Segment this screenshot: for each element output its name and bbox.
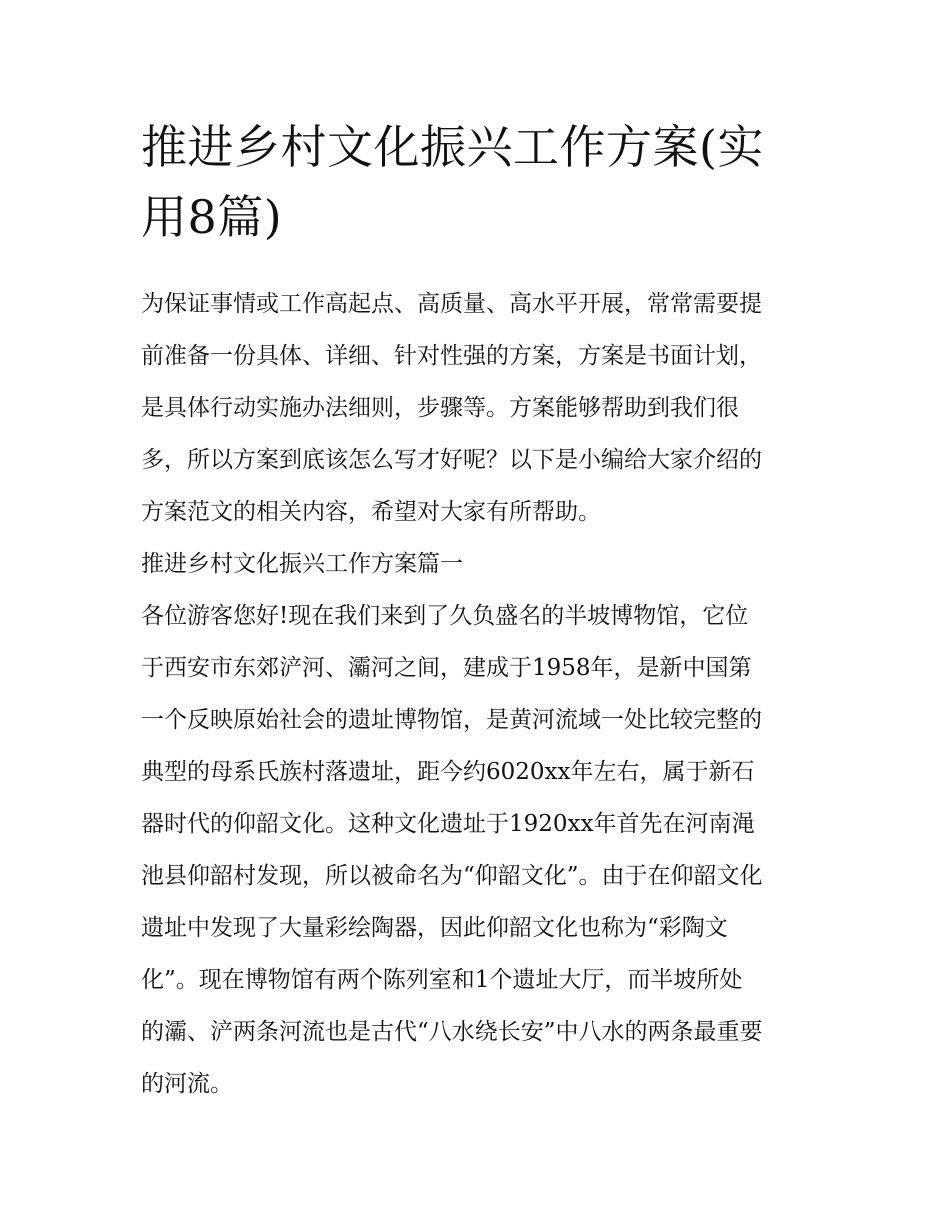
body-line: 典型的母系氏族村落遗址，距今约6020xx年左右，属于新石	[141, 759, 755, 785]
intro-line: 多，所以方案到底该怎么写才好呢？以下是小编给大家介绍的	[141, 447, 762, 473]
intro-paragraph	[141, 278, 816, 538]
body-paragraph	[141, 590, 816, 1110]
body-line: 于西安市东郊浐河、灞河之间，建成于1958年，是新中国第	[141, 655, 752, 681]
body-line: 一个反映原始社会的遗址博物馆，是黄河流域一处比较完整的	[141, 707, 762, 733]
section-heading	[141, 538, 816, 590]
document-title	[141, 112, 816, 252]
title-line: 用8篇)	[141, 190, 283, 244]
intro-line: 方案范文的相关内容，希望对大家有所帮助。	[141, 499, 601, 525]
body-line: 器时代的仰韶文化。这种文化遗址于1920xx年首先在河南渑	[141, 811, 755, 837]
body-line: 池县仰韶村发现，所以被命名为“仰韶文化”。由于在仰韶文化	[141, 863, 763, 889]
intro-line: 为保证事情或工作高起点、高质量、高水平开展，常常需要提	[141, 291, 762, 317]
document-content	[141, 112, 816, 1110]
body-line: 各位游客您好!现在我们来到了久负盛名的半坡博物馆，它位	[141, 603, 749, 629]
body-line: 的灞、浐两条河流也是古代“八水绕长安”中八水的两条最重要	[141, 1019, 763, 1045]
title-line: 推进乡村文化振兴工作方案(实	[141, 120, 764, 174]
section-heading-text: 推进乡村文化振兴工作方案篇一	[141, 551, 463, 577]
body-line: 化”。现在博物馆有两个陈列室和1个遗址大厅，而半坡所处	[141, 967, 743, 993]
body-line: 遗址中发现了大量彩绘陶器，因此仰韶文化也称为“彩陶文	[141, 915, 728, 941]
body-line: 的河流。	[141, 1071, 233, 1097]
intro-line: 前准备一份具体、详细、针对性强的方案，方案是书面计划，	[141, 343, 762, 369]
intro-line: 是具体行动实施办法细则，步骤等。方案能够帮助到我们很	[141, 395, 739, 421]
